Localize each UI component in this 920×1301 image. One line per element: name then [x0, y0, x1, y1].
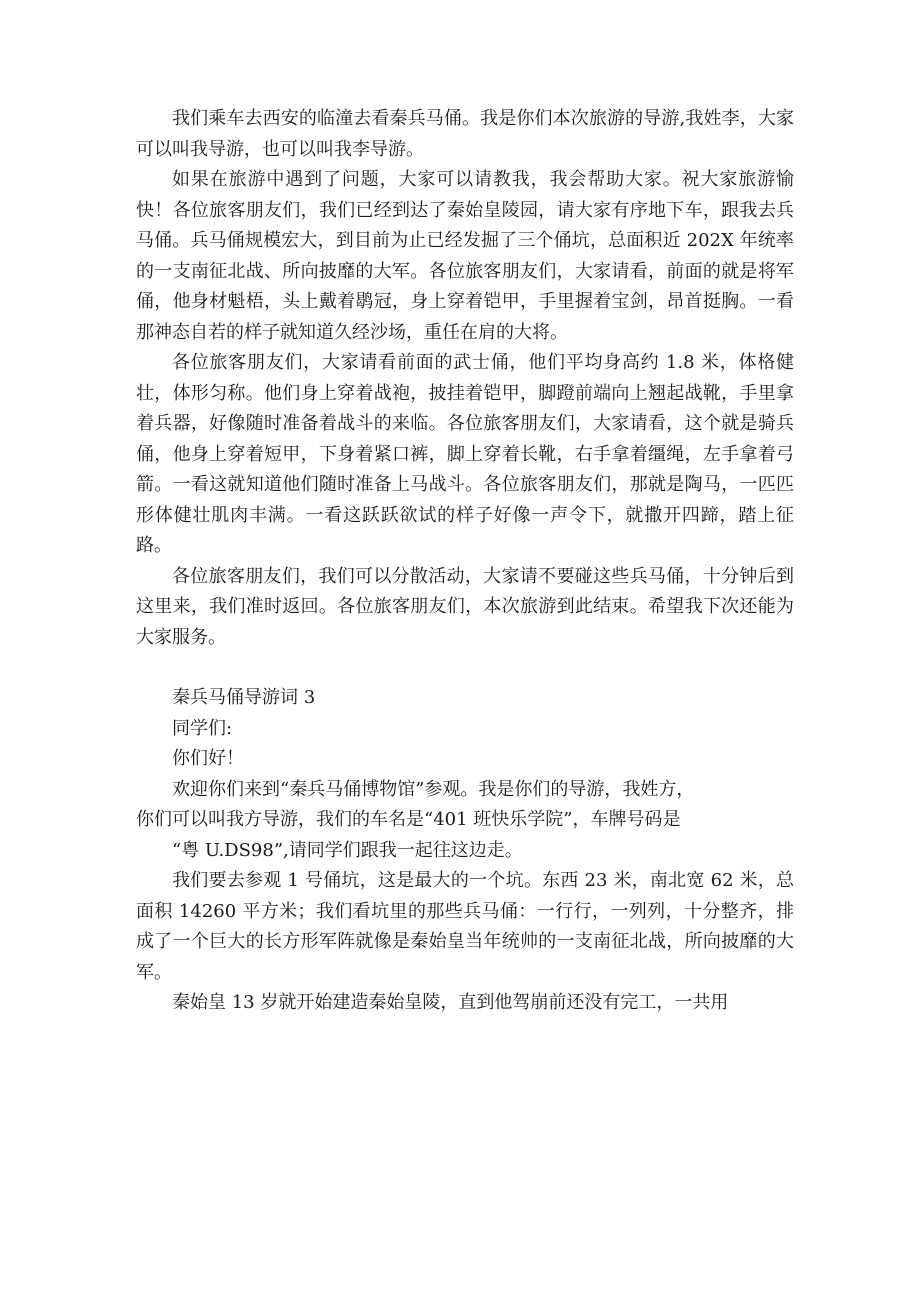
- paragraph-closing: 各位旅客朋友们，我们可以分散活动，大家请不要碰这些兵马俑，十分钟后到这里来，我们准时返回。各位旅客朋友们，本次旅游到此结束。希望我下次还能为大家服务。: [136, 565, 794, 648]
- welcome-line-1: 欢迎你们来到“秦兵马俑博物馆”参观。我是你们的导游，我姓方，: [172, 778, 695, 800]
- greeting-hello: 你们好！: [172, 748, 244, 769]
- welcome-line-2: 你们可以叫我方导游，我们的车名是“401 班快乐学院”，车牌号码是: [136, 809, 681, 830]
- section-gap: [136, 653, 794, 683]
- welcome-line-3: “粤 U.DS98”,请同学们跟我一起往这边走。: [172, 839, 523, 861]
- section-heading: 秦兵马俑导游词 3: [172, 687, 316, 708]
- paragraph-warriors: 各位旅客朋友们，大家请看前面的武士俑，他们平均身高约 1.8 米，体格健壮，体形匀称。他们身上穿着战袍，披挂着铠甲，脚蹬前端向上翘起战靴，手里拿着兵器，好像随时准备着战斗的来临。各位旅客朋友们，大家请看，这个就是骑兵俑，他身上穿着短甲，下身着紧口裤，脚上穿着长靴，右手拿着缰绳，左手拿着弓箭。一看这就知道他们随时准备上马战斗。各位旅客朋友们，那就是陶马，一匹匹形体健壮肌肉丰满。一看这跃跃欲试的样子好像一声令下，就撒开四蹄，踏上征路。: [136, 352, 794, 556]
- paragraph-pit-one: 我们要去参观 1 号俑坑，这是最大的一个坑。东西 23 米，南北宽 62 米，总面积 14260 平方米；我们看坑里的那些兵马俑：一行行，一列列，十分整齐，排成了一个巨大的长方形军阵就像是秦始皇当年统帅的一支南征北战，所向披靡的大军。: [136, 870, 794, 983]
- paragraph-general: 如果在旅游中遇到了问题，大家可以请教我，我会帮助大家。祝大家旅游愉快！各位旅客朋友们，我们已经到达了秦始皇陵园，请大家有序地下车，跟我去兵马俑。兵马俑规模宏大，到目前为止已经发掘了三个俑坑，总面积近 202X 年统率的一支南征北战、所向披靡的大军。各位旅客朋友们，大家请看，前面的就是将军俑，他身材魁梧，头上戴着鹖冠，身上穿着铠甲，手里握着宝剑，昂首挺胸。一看那神态自若的样子就知道久经沙场，重任在肩的大将。: [136, 169, 794, 343]
- paragraph-intro: 我们乘车去西安的临潼去看秦兵马俑。我是你们本次旅游的导游,我姓李，大家可以叫我导游，也可以叫我李导游。: [136, 108, 794, 160]
- greeting-students: 同学们:: [172, 717, 233, 739]
- document-page: [136, 104, 794, 1019]
- paragraph-mausoleum: 秦始皇 13 岁就开始建造秦始皇陵，直到他驾崩前还没有完工，一共用: [172, 992, 729, 1013]
